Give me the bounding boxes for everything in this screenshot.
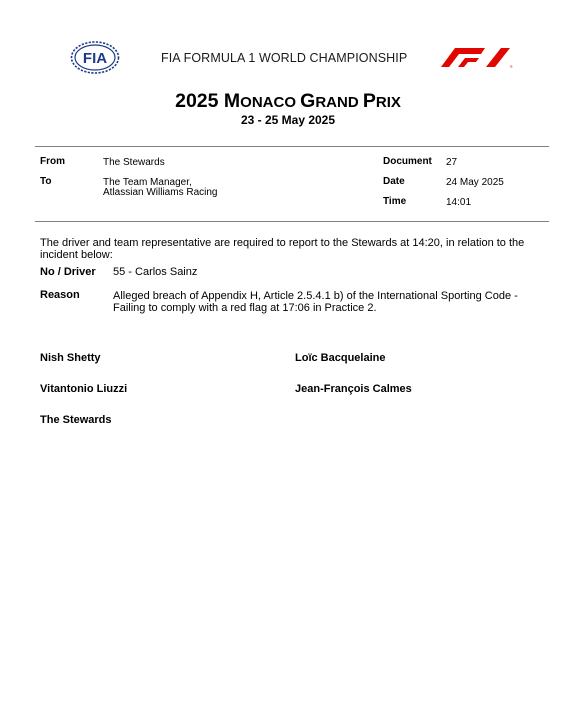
steward-signature: Jean-François Calmes bbox=[295, 383, 412, 395]
intro-line-1: The driver and team representative are required to report to the Stewards at 14:20, in relation to the bbox=[40, 237, 525, 249]
reason-line-1: Alleged breach of Appendix H, Article 2.5.4.1 b) of the International Sporting Code - bbox=[113, 290, 518, 302]
to-label: To bbox=[40, 176, 52, 187]
top-divider bbox=[35, 146, 549, 147]
time-value: 14:01 bbox=[446, 197, 472, 208]
fia-logo-icon bbox=[70, 41, 120, 74]
championship-title: FIA FORMULA 1 WORLD CHAMPIONSHIP bbox=[161, 51, 408, 65]
date-label: Date bbox=[383, 176, 405, 187]
bottom-divider bbox=[35, 221, 549, 222]
to-value-line-1: The Team Manager, bbox=[103, 177, 192, 188]
driver-label: No / Driver bbox=[40, 266, 96, 278]
time-label: Time bbox=[383, 196, 407, 207]
svg-text:®: ® bbox=[510, 65, 513, 69]
document-label: Document bbox=[383, 156, 432, 167]
stewards-signoff: The Stewards bbox=[40, 414, 112, 426]
reason-label: Reason bbox=[40, 289, 80, 301]
event-title: 2025 MONACO GRAND PRIX bbox=[175, 90, 401, 112]
from-label: From bbox=[40, 156, 65, 167]
date-value: 24 May 2025 bbox=[446, 177, 504, 188]
driver-value: 55 - Carlos Sainz bbox=[113, 266, 198, 278]
intro-line-2: incident below: bbox=[40, 249, 113, 261]
f1-logo-icon bbox=[441, 47, 513, 69]
steward-signature: Vitantonio Liuzzi bbox=[40, 383, 128, 395]
from-value: The Stewards bbox=[103, 157, 165, 168]
to-value-line-2: Atlassian Williams Racing bbox=[103, 187, 218, 198]
steward-signature: Nish Shetty bbox=[40, 352, 101, 364]
steward-signature: Loïc Bacquelaine bbox=[295, 352, 386, 364]
reason-line-2: Failing to comply with a red flag at 17:06 in Practice 2. bbox=[113, 302, 377, 314]
fia-logo-text: FIA bbox=[82, 50, 108, 67]
event-dates: 23 - 25 May 2025 bbox=[240, 113, 336, 127]
document-value: 27 bbox=[446, 157, 458, 168]
